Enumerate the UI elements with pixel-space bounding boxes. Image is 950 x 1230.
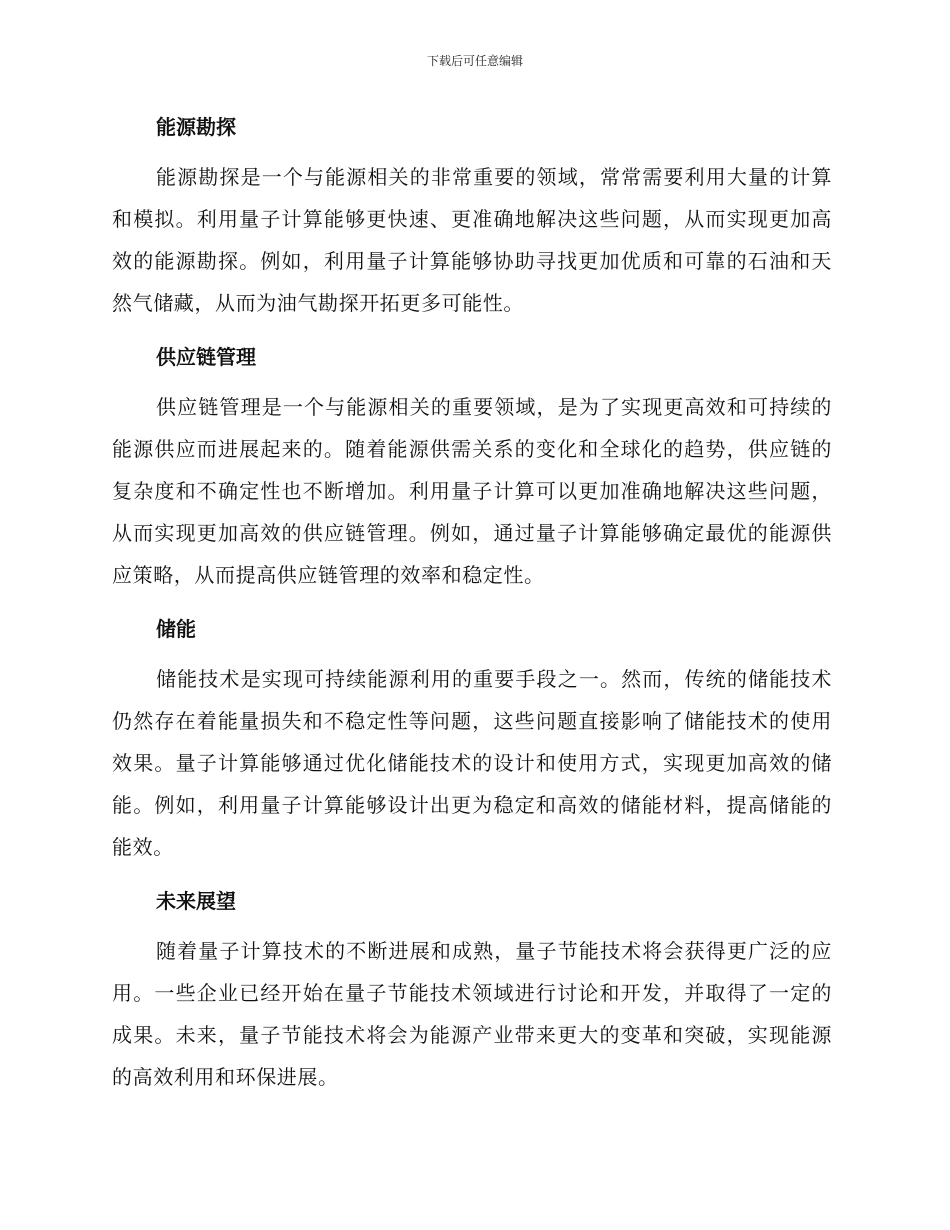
section-energy-exploration (112, 108, 832, 324)
section-heading: 能源勘探 (156, 115, 236, 139)
section-paragraph: 供应链管理是一个与能源相关的重要领域，是为了实现更高效和可持续的能源供应而进展起来的。随着能源供需关系的变化和全球化的趋势，供应链的复杂度和不确定性也不断增加。利用量子计算可以更加准确地解决这些问题，从而实现更加高效的供应链管理。例如，通过量子计算能够确定最优的能源供应策略，从而提高供应链管理的效率和稳定性。 (112, 395, 832, 587)
section-future-outlook (112, 882, 832, 1098)
section-paragraph: 储能技术是实现可持续能源利用的重要手段之一。然而，传统的储能技术仍然存在着能量损失和不稳定性等问题，这些问题直接影响了储能技术的使用效果。量子计算能够通过优化储能技术的设计和使用方式，实现更加高效的储能。例如，利用量子计算能够设计出更为稳定和高效的储能材料，提高储能的能效。 (112, 667, 832, 859)
section-heading: 供应链管理 (156, 345, 256, 369)
section-energy-storage (112, 610, 832, 868)
page-header-note: 下载后可任意编辑 (426, 54, 523, 68)
section-supply-chain (112, 338, 832, 596)
section-heading: 储能 (156, 617, 196, 641)
section-heading: 未来展望 (156, 889, 236, 913)
document-body (112, 108, 832, 1112)
section-paragraph: 随着量子计算技术的不断进展和成熟，量子节能技术将会获得更广泛的应用。一些企业已经开始在量子节能技术领域进行讨论和开发，并取得了一定的成果。未来，量子节能技术将会为能源产业带来更大的变革和突破，实现能源的高效利用和环保进展。 (112, 939, 832, 1089)
section-paragraph: 能源勘探是一个与能源相关的非常重要的领域，常常需要利用大量的计算和模拟。利用量子计算能够更快速、更准确地解决这些问题，从而实现更加高效的能源勘探。例如，利用量子计算能够协助寻找更加优质和可靠的石油和天然气储藏，从而为油气勘探开拓更多可能性。 (112, 165, 832, 315)
